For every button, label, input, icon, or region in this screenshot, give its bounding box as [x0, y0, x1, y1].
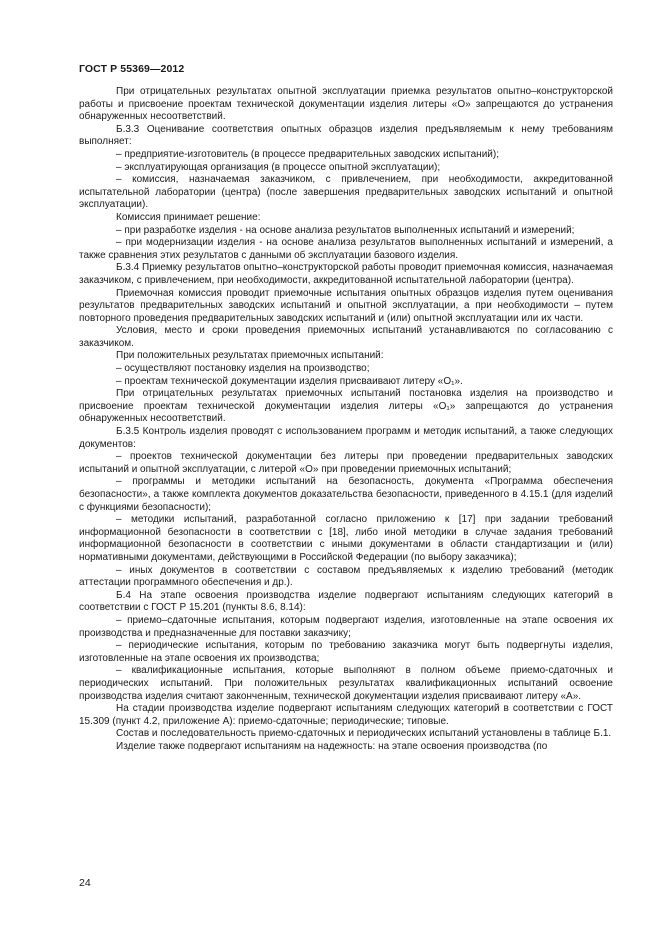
paragraph: – программы и методики испытаний на безопасность, документа «Программа обеспечения безопасности», а также комплекта документов доказательства безопасности, приведенного в 4.15.1 (для изделий с функциями безопасности);: [79, 476, 613, 513]
paragraph: – приемо–сдаточные испытания, которым подвергают изделия, изготовленные на этапе освоения их производства и предназначенные для поставки заказчику;: [79, 614, 613, 639]
paragraph: – при модернизации изделия - на основе анализа результатов выполненных испытаний и измерений, а также сравнения этих результатов с данными об эксплуатации базового изделия.: [79, 237, 613, 261]
paragraph: – периодические испытания, которым по требованию заказчика могут быть подвергнуты изделия, изготовленные на этапе освоения их производства;: [79, 640, 613, 664]
paragraph: Комиссия принимает решение:: [116, 211, 261, 223]
document-header: ГОСТ Р 55369—2012: [79, 63, 185, 75]
paragraph: Б.3.3 Оценивание соответствия опытных образцов изделия предъявляемым к нему требованиям выполняет:: [79, 123, 613, 148]
paragraph: При отрицательных результатах опытной эксплуатации приемка результатов опытно–конструкторской работы и присвоение проектам технической документации изделия литеры «О» запрещаются до устранения обнаруженных несоответствий.: [79, 86, 613, 123]
paragraph: На стадии производства изделие подвергают испытаниям следующих категорий в соответствии с ГОСТ 15.309 (пункт 4.2, приложение А): приемо-сдаточные; периодические; типовые.: [79, 703, 613, 727]
paragraph: – эксплуатирующая организация (в процессе опытной эксплуатации);: [116, 161, 441, 173]
paragraph: При отрицательных результатах приемочных испытаний постановка изделия на производство и присвоение проектам технической документации изделия литеры «О₁» запрещаются до устранения обнаруженных несоответствий.: [79, 388, 613, 425]
paragraph: Б.3.4 Приемку результатов опытно–конструкторской работы проводит приемочная комиссия, назначаемая заказчиком, с привлечением, при необходимости, аккредитованной испытательной лаборатории (центра).: [79, 262, 613, 286]
paragraph: – проектов технической документации без литеры при проведении предварительных заводских испытаний и опытной эксплуатации, с литерой «О» при проведении приемочных испытаний;: [79, 451, 613, 475]
page-number: 24: [79, 877, 91, 889]
paragraph: – комиссия, назначаемая заказчиком, с привлечением, при необходимости, аккредитованной испытательной лаборатории (центра) (после завершения предварительных заводских испытаний и опытной эксплуатации).: [79, 174, 613, 211]
paragraph: Условия, место и сроки проведения приемочных испытаний устанавливаются по согласованию с заказчиком.: [79, 325, 613, 349]
paragraph: Б.4 На этапе освоения производства изделие подвергают испытаниям следующих категорий в соответствии с ГОСТ Р 15.201 (пункты 8.6, 8.14):: [79, 589, 613, 614]
paragraph: – проектам технической документации изделия присваивают литеру «О₁».: [116, 375, 463, 387]
paragraph: Состав и последовательность приемо-сдаточных и периодических испытаний установлены в таблице Б.1.: [116, 728, 612, 740]
paragraph: При положительных результатах приемочных испытаний:: [116, 350, 384, 362]
paragraph: – при разработке изделия - на основе анализа результатов выполненных испытаний и измерений;: [116, 224, 575, 236]
paragraph: – осуществляют постановку изделия на производство;: [116, 363, 370, 375]
paragraph: Б.3.5 Контроль изделия проводят с использованием программ и методик испытаний, а также следующих документов:: [79, 426, 613, 450]
paragraph: – иных документов в соответствии с составом предъявляемых к изделию требований (методик аттестации программного обеспечения и др.).: [79, 564, 613, 589]
paragraph: – предприятие-изготовитель (в процессе предварительных заводских испытаний);: [116, 148, 499, 160]
document-body: [79, 86, 613, 753]
paragraph: – квалификационные испытания, которые выполняют в полном объеме приемо-сдаточных и периодических испытаний. При положительных результатах квалификационных испытаний освоение производства изделия считают законченным, технической документации изделия присваивают литеру «А».: [79, 665, 613, 702]
paragraph: Приемочная комиссия проводит приемочные испытания опытных образцов изделия путем оценивания результатов предварительных заводских испытаний и опытной эксплуатации, а при необходимости – путем повторного проведения предварительных заводских испытаний и (или) опытной эксплуатации или их части.: [79, 287, 613, 324]
paragraph: Изделие также подвергают испытаниям на надежность: на этапе освоения производства (по: [116, 740, 548, 752]
paragraph: – методики испытаний, разработанной согласно приложению к [17] при задании требований информационной безопасности в соответствии с [18], либо иной методики в случае задания требований информационной безопасности в соответствии с иными документами в области стандартизации и (или) нормативными документами, действующими в Российской Федерации (по выбору заказчика);: [79, 514, 613, 563]
